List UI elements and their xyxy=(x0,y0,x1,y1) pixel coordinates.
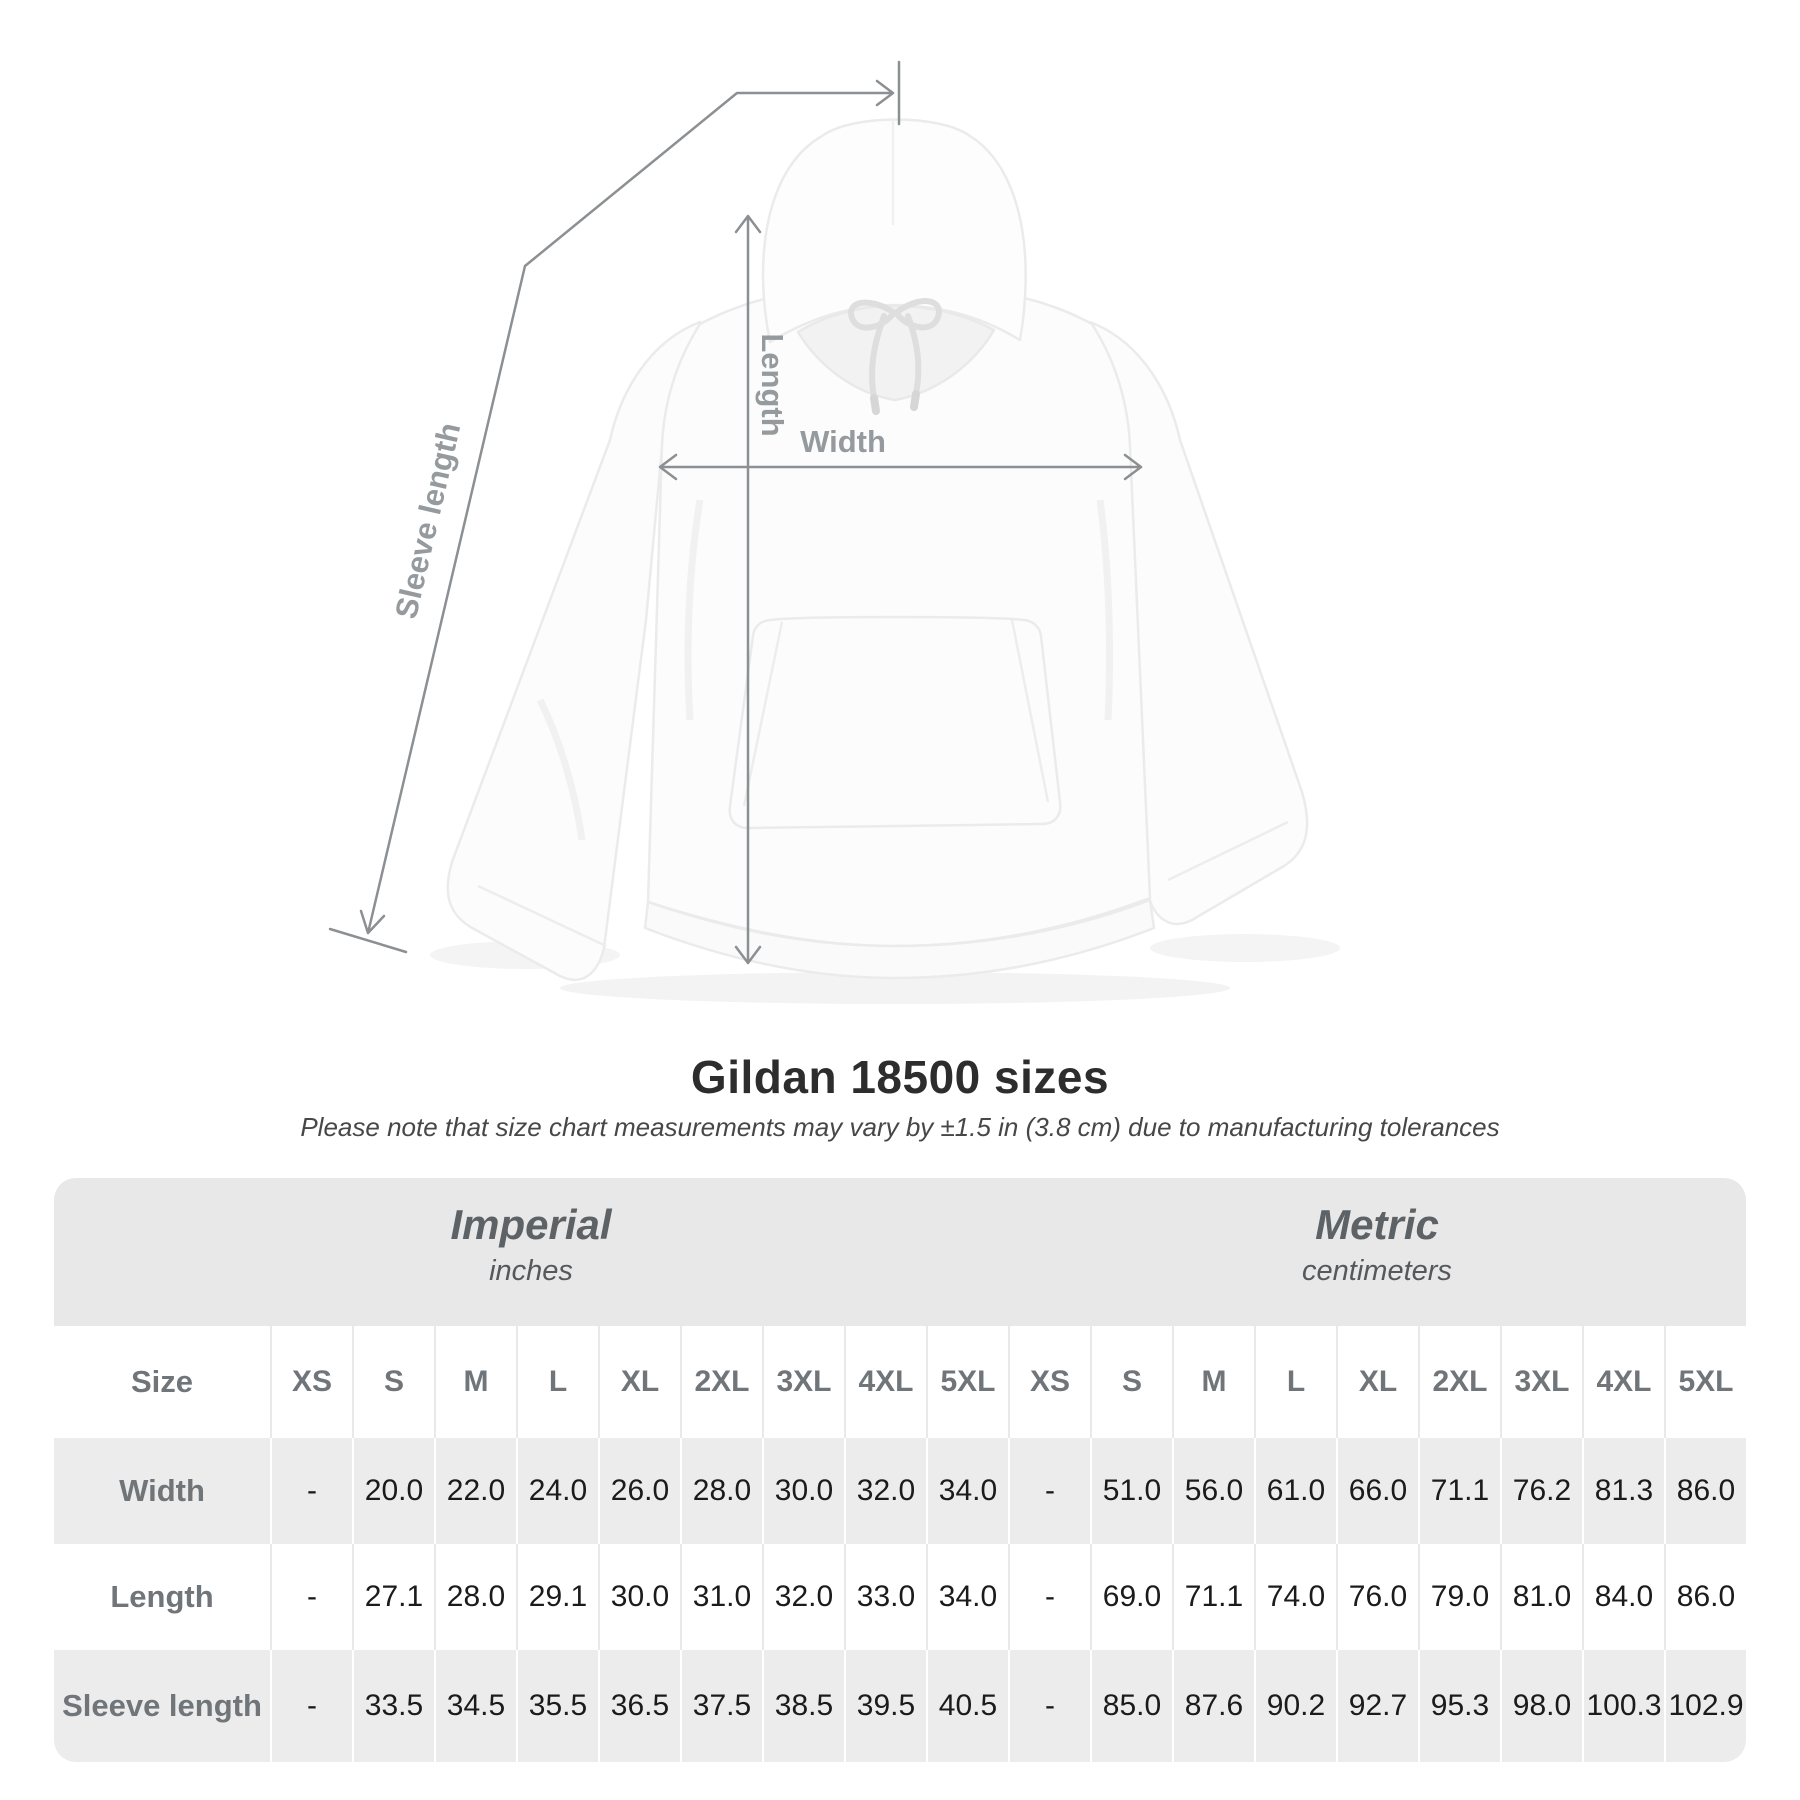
metric-label: Metric xyxy=(1315,1201,1439,1248)
table-cell: 32.0 xyxy=(762,1544,844,1650)
page-title: Gildan 18500 sizes xyxy=(690,1051,1110,1103)
size-table xyxy=(54,1178,1746,1762)
table-cell: 66.0 xyxy=(1336,1438,1418,1544)
hoodie-garment xyxy=(448,120,1307,980)
table-cell: 30.0 xyxy=(762,1438,844,1544)
table-cell: 5XL xyxy=(926,1326,1008,1438)
row-width-label: Width xyxy=(54,1438,270,1544)
table-cell: 3XL xyxy=(1500,1326,1582,1438)
table-cell: 76.2 xyxy=(1500,1438,1582,1544)
table-cell: 24.0 xyxy=(516,1438,598,1544)
table-cell: XS xyxy=(1008,1326,1090,1438)
size-grid xyxy=(54,1326,1746,1762)
table-cell: M xyxy=(434,1326,516,1438)
table-cell: 69.0 xyxy=(1090,1544,1172,1650)
width-label: Width xyxy=(800,424,886,459)
table-cell: 28.0 xyxy=(680,1438,762,1544)
table-cell: 56.0 xyxy=(1172,1438,1254,1544)
table-cell: 86.0 xyxy=(1664,1544,1746,1650)
table-cell: 26.0 xyxy=(598,1438,680,1544)
row-sleeve-length-label: Sleeve length xyxy=(54,1650,270,1762)
table-cell: 87.6 xyxy=(1172,1650,1254,1762)
table-cell: - xyxy=(270,1650,352,1762)
imperial-label: Imperial xyxy=(450,1201,612,1248)
table-cell: 98.0 xyxy=(1500,1650,1582,1762)
table-cell: - xyxy=(1008,1544,1090,1650)
page-subtitle: Please note that size chart measurements may vary by ±1.5 in (3.8 cm) due to manufacturing tolerances xyxy=(300,1112,1500,1142)
table-cell: 81.0 xyxy=(1500,1544,1582,1650)
unit-section-imperial xyxy=(54,1178,1008,1326)
table-cell: S xyxy=(352,1326,434,1438)
table-cell: 74.0 xyxy=(1254,1544,1336,1650)
table-cell: 34.0 xyxy=(926,1544,1008,1650)
table-cell: 32.0 xyxy=(844,1438,926,1544)
size-header-row-label: Size xyxy=(54,1326,270,1438)
table-cell: 90.2 xyxy=(1254,1650,1336,1762)
table-cell: - xyxy=(270,1438,352,1544)
table-cell: 92.7 xyxy=(1336,1650,1418,1762)
units-band xyxy=(54,1178,1746,1326)
table-cell: 35.5 xyxy=(516,1650,598,1762)
table-cell: 38.5 xyxy=(762,1650,844,1762)
table-cell: 2XL xyxy=(1418,1326,1500,1438)
table-cell: 39.5 xyxy=(844,1650,926,1762)
metric-unit-label: centimeters xyxy=(1302,1255,1452,1287)
table-cell: 86.0 xyxy=(1664,1438,1746,1544)
table-cell: - xyxy=(1008,1438,1090,1544)
table-cell: 40.5 xyxy=(926,1650,1008,1762)
kangaroo-pocket xyxy=(730,617,1061,828)
table-cell: L xyxy=(516,1326,598,1438)
table-cell: 5XL xyxy=(1664,1326,1746,1438)
table-cell: XS xyxy=(270,1326,352,1438)
table-cell: 31.0 xyxy=(680,1544,762,1650)
table-cell: L xyxy=(1254,1326,1336,1438)
table-cell: XL xyxy=(1336,1326,1418,1438)
imperial-unit-label: inches xyxy=(489,1255,573,1287)
table-cell: 79.0 xyxy=(1418,1544,1500,1650)
table-cell: 4XL xyxy=(844,1326,926,1438)
table-cell: 84.0 xyxy=(1582,1544,1664,1650)
table-cell: 34.0 xyxy=(926,1438,1008,1544)
table-cell: S xyxy=(1090,1326,1172,1438)
table-cell: 33.5 xyxy=(352,1650,434,1762)
table-cell: 95.3 xyxy=(1418,1650,1500,1762)
table-cell: - xyxy=(1008,1650,1090,1762)
table-cell: 27.1 xyxy=(352,1544,434,1650)
table-cell: 28.0 xyxy=(434,1544,516,1650)
table-cell: XL xyxy=(598,1326,680,1438)
table-cell: 3XL xyxy=(762,1326,844,1438)
table-cell: 76.0 xyxy=(1336,1544,1418,1650)
table-cell: 4XL xyxy=(1582,1326,1664,1438)
table-cell: 29.1 xyxy=(516,1544,598,1650)
unit-section-metric xyxy=(1008,1178,1746,1326)
table-cell: 37.5 xyxy=(680,1650,762,1762)
table-cell: 81.3 xyxy=(1582,1438,1664,1544)
length-label: Length xyxy=(755,333,790,437)
table-cell: 71.1 xyxy=(1418,1438,1500,1544)
table-cell: 51.0 xyxy=(1090,1438,1172,1544)
table-cell: 20.0 xyxy=(352,1438,434,1544)
table-cell: M xyxy=(1172,1326,1254,1438)
table-cell: 36.5 xyxy=(598,1650,680,1762)
row-length-label: Length xyxy=(54,1544,270,1650)
table-cell: 85.0 xyxy=(1090,1650,1172,1762)
table-cell: 100.3 xyxy=(1582,1650,1664,1762)
table-cell: - xyxy=(270,1544,352,1650)
table-cell: 34.5 xyxy=(434,1650,516,1762)
table-cell: 71.1 xyxy=(1172,1544,1254,1650)
table-cell: 102.9 xyxy=(1664,1650,1746,1762)
table-cell: 33.0 xyxy=(844,1544,926,1650)
table-cell: 2XL xyxy=(680,1326,762,1438)
sleeve-length-label: Sleeve length xyxy=(388,419,468,622)
table-cell: 61.0 xyxy=(1254,1438,1336,1544)
table-cell: 22.0 xyxy=(434,1438,516,1544)
table-cell: 30.0 xyxy=(598,1544,680,1650)
